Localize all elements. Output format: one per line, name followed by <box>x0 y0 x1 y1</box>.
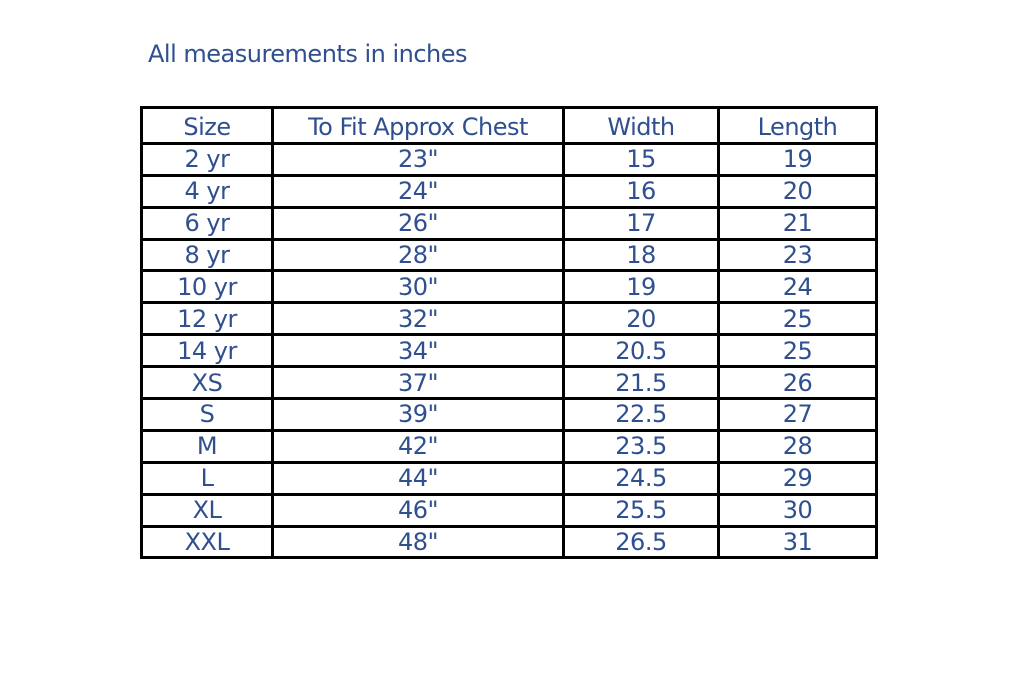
length-cell: 19 <box>719 143 877 175</box>
length-cell: 29 <box>719 462 877 494</box>
size-cell: XXL <box>142 526 273 558</box>
width-cell: 24.5 <box>564 462 719 494</box>
length-cell: 26 <box>719 367 877 399</box>
chest-cell: 28" <box>273 239 564 271</box>
size-cell: 8 yr <box>142 239 273 271</box>
chest-cell: 23" <box>273 143 564 175</box>
width-cell: 20.5 <box>564 335 719 367</box>
table-row <box>142 430 877 462</box>
size-cell: 6 yr <box>142 207 273 239</box>
chest-cell: 37" <box>273 367 564 399</box>
table-row <box>142 239 877 271</box>
table-row <box>142 494 877 526</box>
length-cell: 23 <box>719 239 877 271</box>
width-cell: 16 <box>564 175 719 207</box>
size-cell: 10 yr <box>142 271 273 303</box>
chest-cell: 48" <box>273 526 564 558</box>
length-cell: 28 <box>719 430 877 462</box>
header-row <box>142 108 877 144</box>
header-length: Length <box>719 108 877 144</box>
length-cell: 31 <box>719 526 877 558</box>
table-row <box>142 303 877 335</box>
size-cell: L <box>142 462 273 494</box>
length-cell: 30 <box>719 494 877 526</box>
size-cell: 4 yr <box>142 175 273 207</box>
width-cell: 22.5 <box>564 399 719 431</box>
width-cell: 20 <box>564 303 719 335</box>
table-row <box>142 143 877 175</box>
width-cell: 17 <box>564 207 719 239</box>
table-row <box>142 335 877 367</box>
table-row <box>142 399 877 431</box>
header-width: Width <box>564 108 719 144</box>
table-row <box>142 207 877 239</box>
size-cell: XS <box>142 367 273 399</box>
width-cell: 19 <box>564 271 719 303</box>
size-cell: S <box>142 399 273 431</box>
header-size: Size <box>142 108 273 144</box>
chest-cell: 46" <box>273 494 564 526</box>
length-cell: 25 <box>719 303 877 335</box>
chest-cell: 30" <box>273 271 564 303</box>
table-row <box>142 462 877 494</box>
width-cell: 21.5 <box>564 367 719 399</box>
table-row <box>142 175 877 207</box>
chest-cell: 24" <box>273 175 564 207</box>
size-cell: 12 yr <box>142 303 273 335</box>
width-cell: 15 <box>564 143 719 175</box>
length-cell: 21 <box>719 207 877 239</box>
length-cell: 25 <box>719 335 877 367</box>
chest-cell: 26" <box>273 207 564 239</box>
size-cell: 2 yr <box>142 143 273 175</box>
width-cell: 26.5 <box>564 526 719 558</box>
chest-cell: 32" <box>273 303 564 335</box>
chest-cell: 39" <box>273 399 564 431</box>
size-chart-table <box>140 106 878 559</box>
chest-cell: 44" <box>273 462 564 494</box>
chest-cell: 34" <box>273 335 564 367</box>
table-row <box>142 367 877 399</box>
size-cell: 14 yr <box>142 335 273 367</box>
width-cell: 23.5 <box>564 430 719 462</box>
length-cell: 27 <box>719 399 877 431</box>
width-cell: 18 <box>564 239 719 271</box>
header-chest: To Fit Approx Chest <box>273 108 564 144</box>
size-cell: M <box>142 430 273 462</box>
length-cell: 20 <box>719 175 877 207</box>
width-cell: 25.5 <box>564 494 719 526</box>
size-cell: XL <box>142 494 273 526</box>
table-row <box>142 526 877 558</box>
measurement-caption: All measurements in inches <box>148 40 468 68</box>
chest-cell: 42" <box>273 430 564 462</box>
table-row <box>142 271 877 303</box>
length-cell: 24 <box>719 271 877 303</box>
